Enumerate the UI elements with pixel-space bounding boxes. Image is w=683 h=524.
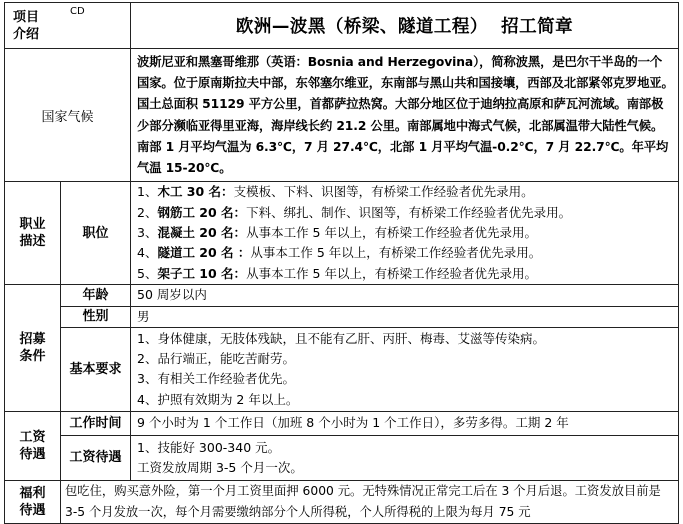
welfare-label-cell [5,480,61,523]
country-description: 波斯尼亚和黑塞哥维那（英语：Bosnia and Herzegovina），简称波黑，是巴尔干半岛的一个国家。位于原南斯拉夫中部，东邻塞尔维亚，东南部与黑山共和国接壤，西部及北部紧邻克罗地亚。国土总面积 51129 平方公里，首都萨拉热窝。大部分地区位于迪纳拉高原和萨瓦河流域。南部极少部分濒临亚得里亚海，海岸线长约 21.2 公里。南部属地中海式气候，北部属温带大陆性气候。南部 1 月平均气温为 6.3℃，7 月 27.4℃，北部 1 月平均气温-0.2℃，7 月 22.7℃。年平均气温 15-20℃。 [137,55,674,176]
page-title: 欧洲—波黑（桥梁、隧道工程） 招工简章 [235,17,574,37]
job-row [5,182,679,285]
country-row [5,49,679,182]
item-intro-label: 项目介绍 [13,9,40,42]
work-time-cell [131,411,679,435]
pay-cell [131,435,679,480]
country-label: 国家气候 [41,109,94,125]
gender-label: 性别 [82,309,109,325]
recruitment-table [4,2,679,524]
position-label: 职位 [82,225,109,241]
header-row [5,3,679,49]
position-item: 1、木工 30 名：支模板、下料、识图等，有桥梁工作经验者优先录用。 [137,184,534,200]
salary-label: 工资待遇 [19,429,46,462]
cd-tag: CD [70,6,85,17]
gender-value-cell [131,306,679,327]
position-item: 2、钢筋工 20 名：下料、绑扎、制作、识图等，有桥梁工作经验者优先录用。 [137,204,572,220]
pay-item: 工资发放周期 3-5 个月一次。 [137,459,303,475]
salary-label-cell [5,411,61,480]
item-intro-cell [5,3,131,49]
basic-req-label: 基本要求 [69,361,122,377]
pay-row [5,435,679,480]
work-time-row [5,411,679,435]
basic-req-cell [131,327,679,411]
country-label-cell [5,49,131,182]
positions-list [131,182,678,283]
gender-row [5,306,679,327]
position-item: 3、混凝土 20 名：从事本工作 5 年以上，有桥梁工作经验者优先录用。 [137,225,537,241]
welfare-row [5,480,679,523]
positions-cell [131,182,679,285]
welfare-description: 包吃住，购买意外险，第一个月工资里面押 6000 元。无特殊情况正常完工后在 3 个月后退。工资发放目前是 3-5 个月发放一次，每个月需要缴纳部分个人所得税，个人所得税的上限为每月 75 元 [65,483,661,519]
pay-list [131,438,678,479]
job-label: 职业描述 [19,217,46,250]
welfare-text-cell [61,480,679,523]
basic-req-item: 2、品行端正，能吃苦耐劳。 [137,351,295,367]
pay-label-cell [61,435,131,480]
position-label-cell [61,182,131,285]
basic-req-list [131,329,678,410]
position-item: 4、隧道工 20 名 ：从事本工作 5 年以上，有桥梁工作经验者优先录用。 [137,245,542,261]
work-time-label: 工作时间 [69,415,122,431]
recruit-label-cell [5,285,61,412]
pay-item: 1、技能好 300-340 元。 [137,439,281,455]
basic-req-item: 1、身体健康，无肢体残缺，且不能有乙肝、丙肝、梅毒、艾滋等传染病。 [137,330,545,346]
age-value: 50 周岁以内 [137,287,207,303]
age-label-cell [61,285,131,306]
country-text-cell [131,49,679,182]
recruit-label: 招募条件 [19,332,46,365]
job-label-cell [5,182,61,285]
work-time-value: 9 个小时为 1 个工作日（加班 8 个小时为 1 个工作日），多劳多得。工期 2 年 [137,415,569,431]
age-row [5,285,679,306]
age-label: 年龄 [82,287,109,303]
welfare-label: 福利待遇 [19,485,46,518]
gender-label-cell [61,306,131,327]
basic-req-item: 4、护照有效期为 2 年以上。 [137,391,299,407]
title-cell [131,3,679,49]
position-item: 5、架子工 10 名：从事本工作 5 年以上，有桥梁工作经验者优先录用。 [137,265,537,281]
basic-req-row [5,327,679,411]
pay-label: 工资待遇 [69,450,122,466]
work-time-label-cell [61,411,131,435]
basic-req-item: 3、有相关工作经验者优先。 [137,371,295,387]
gender-value: 男 [137,308,150,324]
basic-req-label-cell [61,327,131,411]
age-value-cell [131,285,679,306]
